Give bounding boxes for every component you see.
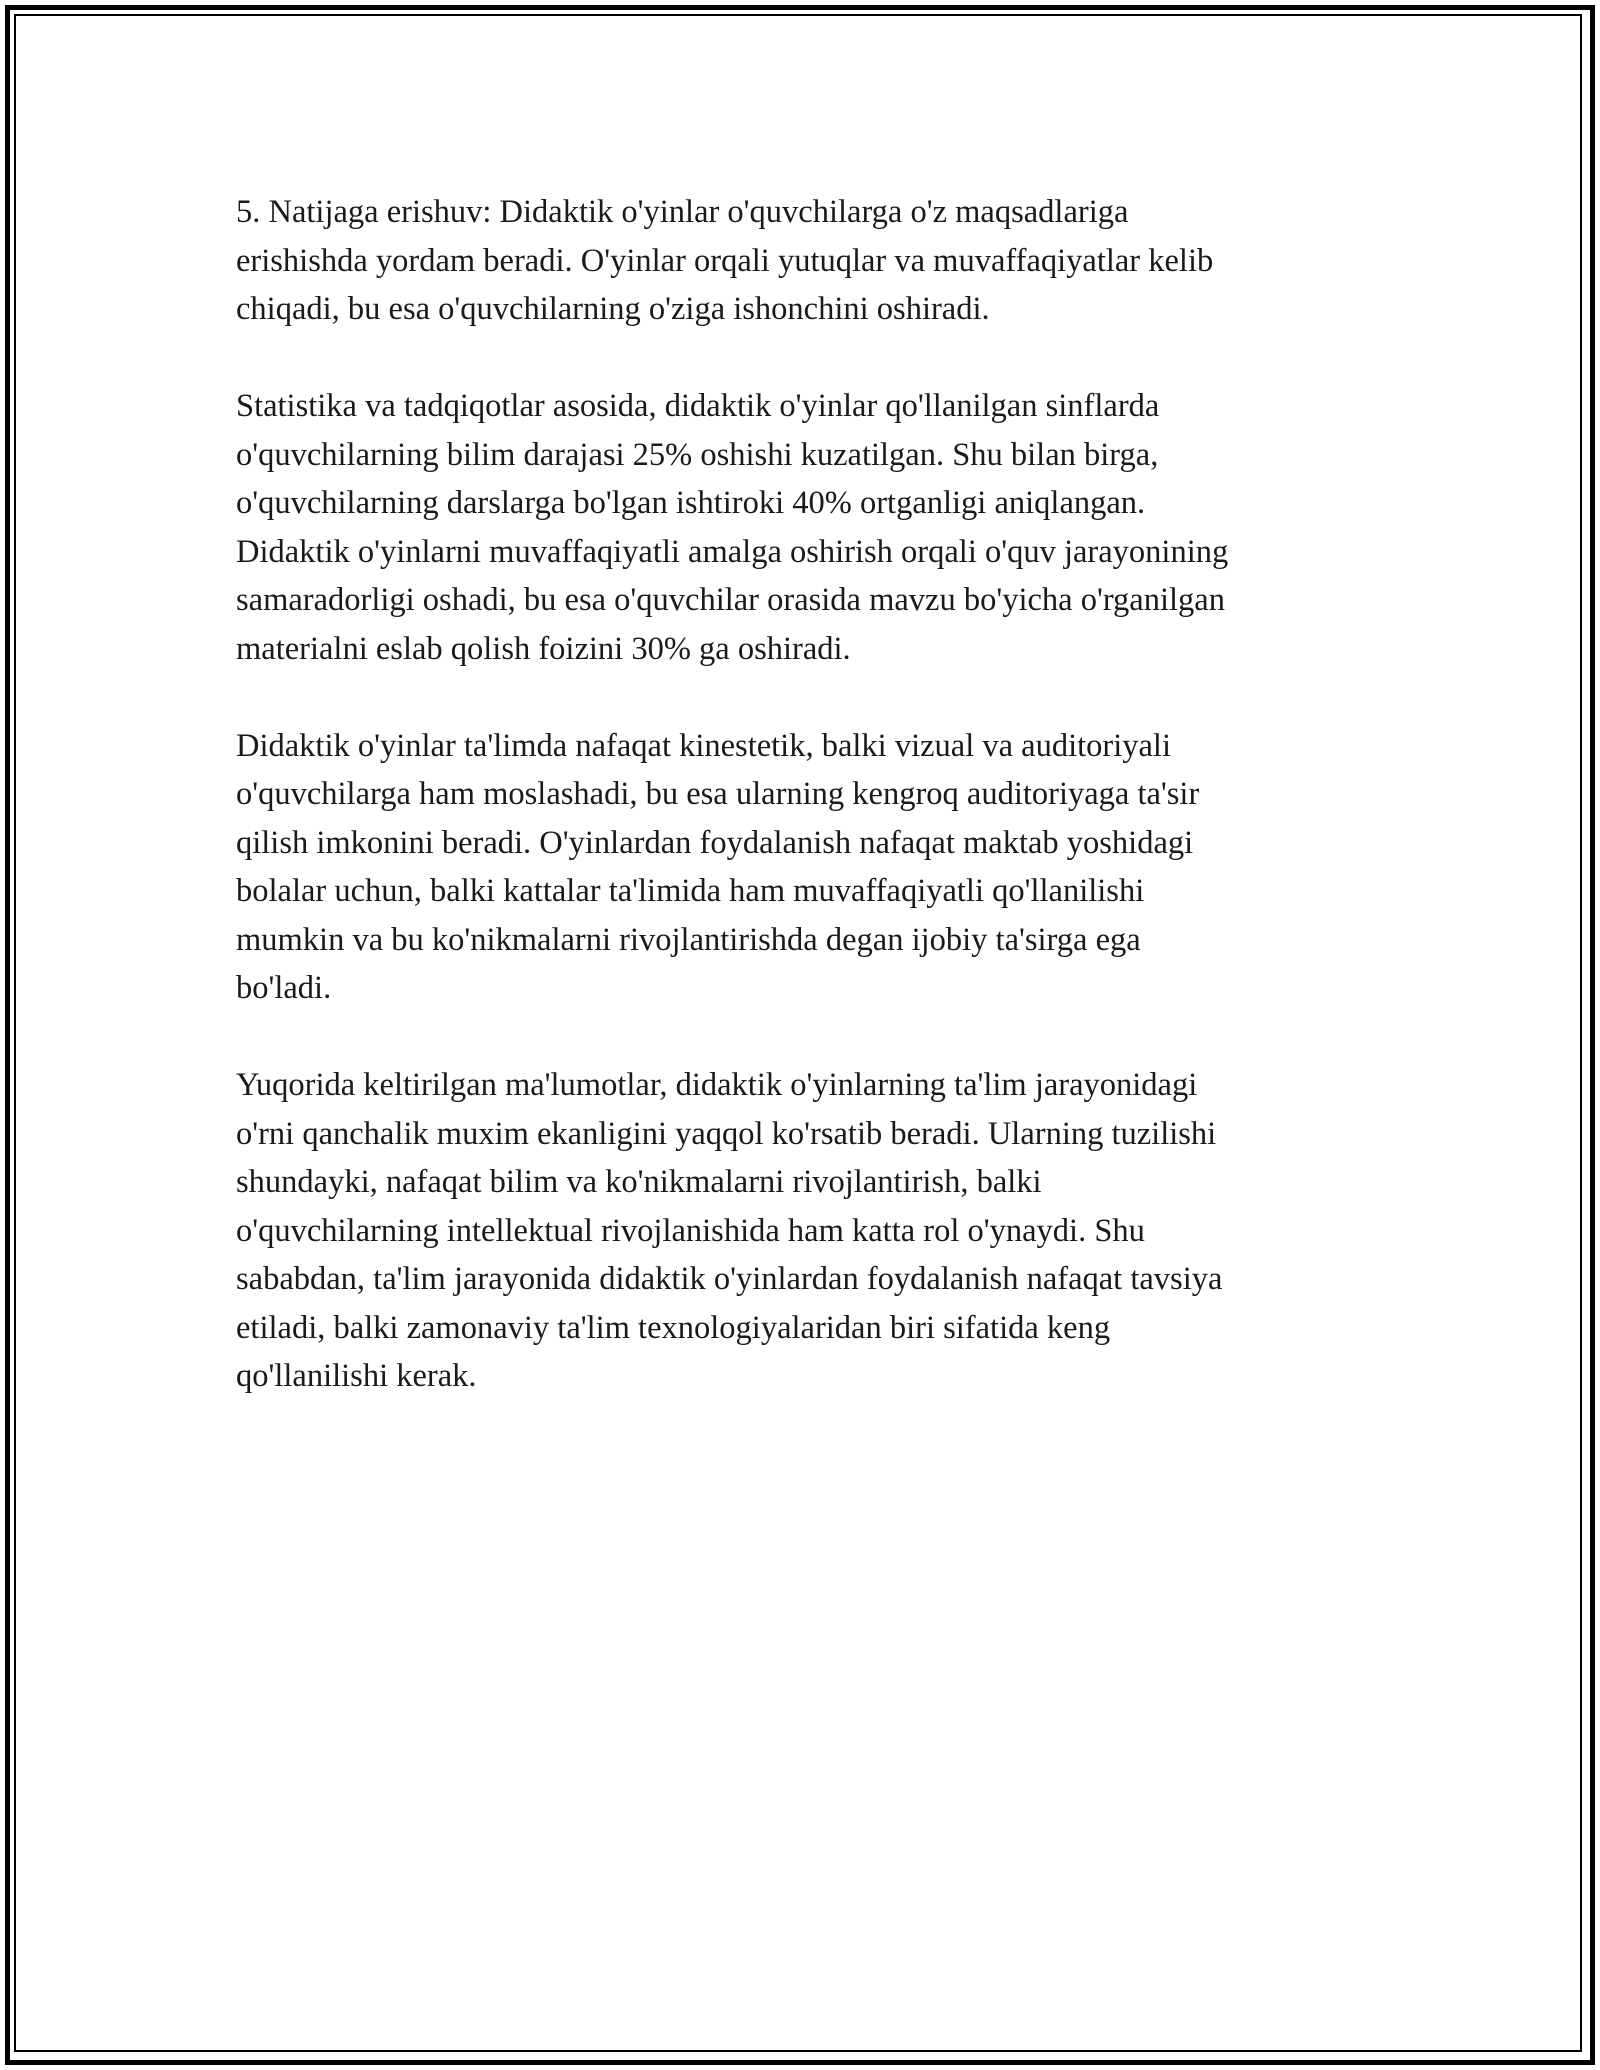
text-line: mumkin va bu ko'nikmalarni rivojlantirishda degan ijobiy ta'sirga ega bbox=[236, 921, 1141, 958]
text-line: o'rni qanchalik muxim ekanligini yaqqol ko'rsatib beradi. Ularning tuzilishi bbox=[236, 1115, 1217, 1152]
text-line: chiqadi, bu esa o'quvchilarning o'ziga ishonchini oshiradi. bbox=[236, 291, 990, 327]
text-line: 5. Natijaga erishuv: Didaktik o'yinlar o'quvchilarga o'z maqsadlariga bbox=[236, 194, 1129, 230]
text-line: o'quvchilarning bilim darajasi 25% oshishi kuzatilgan. Shu bilan birga, bbox=[236, 436, 1159, 473]
text-line: Yuqorida keltirilgan ma'lumotlar, didaktik o'yinlarning ta'lim jarayonidagi bbox=[236, 1067, 1198, 1103]
text-line: bolalar uchun, balki kattalar ta'limida ham muvaffaqiyatli qo'llanilishi bbox=[236, 873, 1145, 909]
text-line: o'quvchilarga ham moslashadi, bu esa ularning kengroq auditoriyaga ta'sir bbox=[236, 776, 1200, 812]
text-line: shundayki, nafaqat bilim va ko'nikmalarni rivojlantirish, balki bbox=[236, 1164, 1042, 1200]
document-body bbox=[236, 188, 1386, 1449]
text-line: samaradorligi oshadi, bu esa o'quvchilar orasida mavzu bo'yicha o'rganilgan bbox=[236, 582, 1225, 618]
text-line: etiladi, balki zamonaviy ta'lim texnologiyalaridan biri sifatida keng bbox=[236, 1309, 1111, 1346]
text-line: Didaktik o'yinlar ta'limda nafaqat kinestetik, balki vizual va auditoriyali bbox=[236, 727, 1171, 764]
text-line: materialni eslab qolish foizini 30% ga oshiradi. bbox=[236, 630, 851, 667]
text-line: Statistika va tadqiqotlar asosida, didaktik o'yinlar qo'llanilgan sinflarda bbox=[236, 388, 1160, 424]
paragraph-statistika bbox=[236, 382, 1386, 673]
paragraph-yuqorida bbox=[236, 1061, 1386, 1401]
paragraph-didaktik-oyinlar bbox=[236, 722, 1386, 1013]
text-line: o'quvchilarning intellektual rivojlanishida ham katta rol o'ynaydi. Shu bbox=[236, 1212, 1145, 1249]
paragraph-natijaga-erishuv bbox=[236, 188, 1386, 334]
text-line: erishishda yordam beradi. O'yinlar orqali yutuqlar va muvaffaqiyatlar kelib bbox=[236, 242, 1214, 279]
text-line: sababdan, ta'lim jarayonida didaktik o'yinlardan foydalanish nafaqat tavsiya bbox=[236, 1261, 1223, 1297]
text-line: bo'ladi. bbox=[236, 970, 332, 1006]
text-line: o'quvchilarning darslarga bo'lgan ishtiroki 40% ortganligi aniqlangan. bbox=[236, 485, 1146, 521]
text-line: Didaktik o'yinlarni muvaffaqiyatli amalga oshirish orqali o'quv jarayonining bbox=[236, 533, 1229, 570]
text-line: qo'llanilishi kerak. bbox=[236, 1358, 477, 1394]
text-line: qilish imkonini beradi. O'yinlardan foydalanish nafaqat maktab yoshidagi bbox=[236, 824, 1194, 861]
